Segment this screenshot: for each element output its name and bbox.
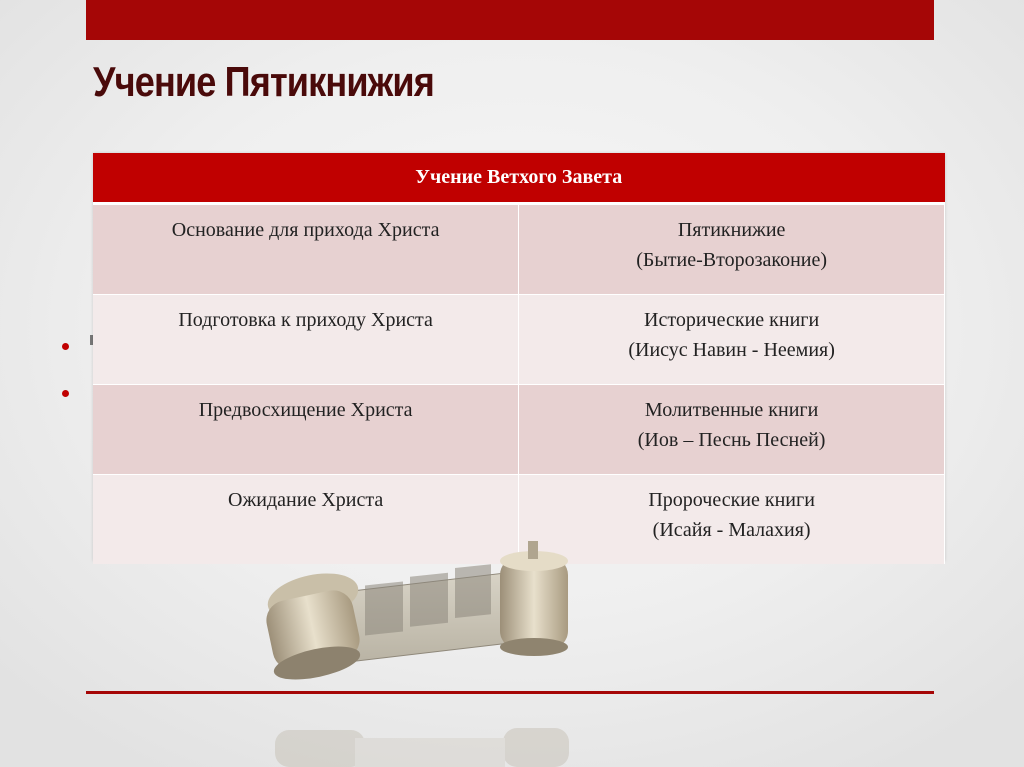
books-group: Исторические книги bbox=[644, 309, 820, 331]
table-row bbox=[93, 204, 945, 295]
row-books bbox=[519, 204, 945, 295]
books-range: (Бытие-Второзаконие) bbox=[636, 249, 828, 271]
books-range: (Иисус Навин - Неемия) bbox=[628, 339, 835, 361]
table-header: Учение Ветхого Завета bbox=[93, 153, 945, 204]
ot-teaching-table bbox=[93, 153, 945, 561]
torah-scroll-reflection bbox=[255, 710, 585, 767]
row-purpose: Подготовка к приходу Христа bbox=[93, 295, 519, 385]
table-row bbox=[93, 385, 945, 475]
table-row bbox=[93, 295, 945, 385]
row-purpose: Предвосхищение Христа bbox=[93, 385, 519, 475]
bullet-dot-2 bbox=[62, 390, 69, 397]
row-books bbox=[519, 295, 945, 385]
bullet-dot-1 bbox=[62, 343, 69, 350]
books-range: (Иов – Песнь Песней) bbox=[637, 429, 826, 451]
top-accent-bar bbox=[86, 0, 934, 40]
slide-title: Учение Пятикнижия bbox=[93, 58, 434, 105]
row-purpose: Ожидание Христа bbox=[93, 475, 519, 565]
row-purpose: Основание для прихода Христа bbox=[93, 204, 519, 295]
books-group: Молитвенные книги bbox=[644, 399, 819, 421]
bottom-accent-line bbox=[86, 691, 934, 694]
torah-scroll-icon bbox=[255, 535, 585, 685]
row-books bbox=[519, 385, 945, 475]
books-group: Пятикнижие bbox=[677, 219, 786, 241]
books-range: (Исайя - Малахия) bbox=[652, 519, 811, 541]
books-group: Пророческие книги bbox=[648, 489, 815, 511]
